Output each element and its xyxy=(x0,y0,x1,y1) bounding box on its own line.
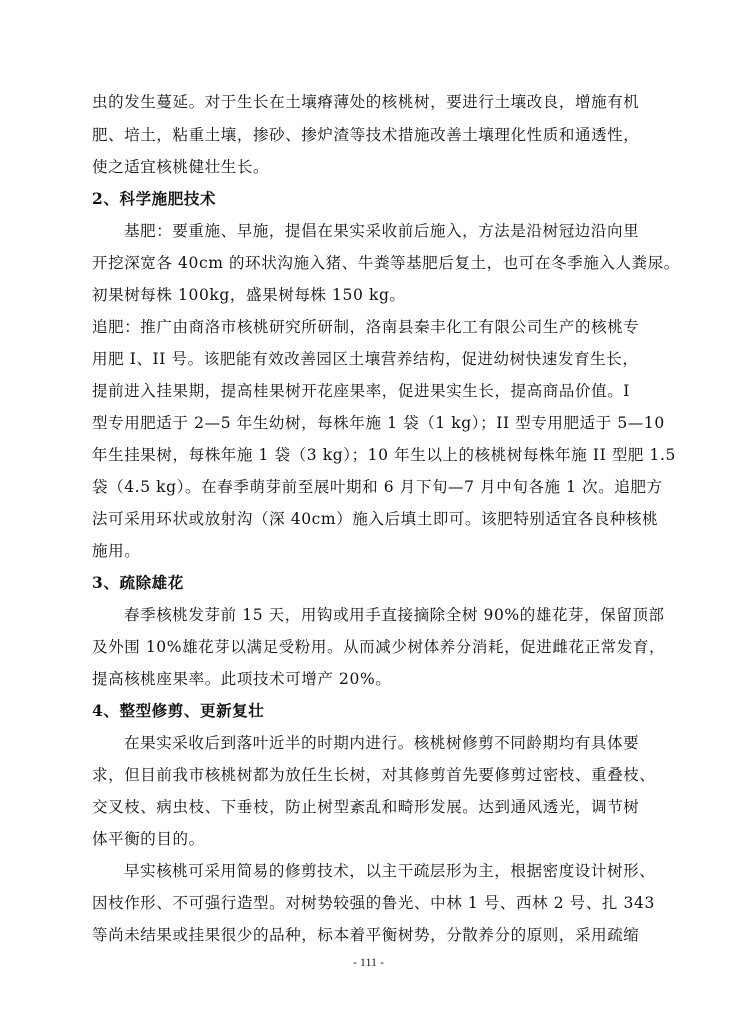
text-line: 等尚未结果或挂果很少的品种，标本着平衡树势，分散养分的原则，采用疏缩 xyxy=(92,926,640,944)
text-line: 求，但目前我市核桃树都为放任生长树，对其修剪首先要修剪过密枝、重叠枝、 xyxy=(92,766,656,784)
section-heading: 4、整型修剪、更新复壮 xyxy=(92,701,265,720)
text-line: 袋（4.5 kg）。在春季萌芽前至展叶期和 6 月下旬—7 月中旬各施 1 次。追肥方 xyxy=(92,478,663,496)
text-line: 基肥：要重施、早施，提倡在果实采收前后施入，方法是沿树冠边沿向里 xyxy=(124,222,640,240)
page-number: - 111 - xyxy=(352,955,385,969)
text-line: 初果树每株 100kg，盛果树每株 150 kg。 xyxy=(92,286,406,304)
text-line: 在果实采收后到落叶近半的时期内进行。核桃树修剪不同龄期均有具体要 xyxy=(124,734,640,752)
text-line: 因枝作形、不可强行造型。对树势较强的鲁光、中林 1 号、西林 2 号、扎 343 xyxy=(92,894,655,912)
text-line: 提前进入挂果期，提高桂果树开花座果率，促进果实生长，提高商品价值。I xyxy=(92,382,631,400)
text-line: 开挖深宽各 40cm 的环状沟施入猪、牛粪等基肥后复土，也可在冬季施入人粪尿。 xyxy=(92,254,680,272)
section-heading: 2、科学施肥技术 xyxy=(92,189,217,208)
text-line: 早实核桃可采用简易的修剪技术，以主干疏层形为主，根据密度设计树形、 xyxy=(124,862,656,880)
text-line: 施用。 xyxy=(92,542,141,560)
text-line: 年生挂果树，每株年施 1 袋（3 kg）；10 年生以上的核桃树每株年施 II 型肥 1.5 xyxy=(92,446,676,464)
text-line: 及外围 10%雄花芽以满足受粉用。从而减少树体养分消耗，促进雌花正常发育， xyxy=(92,638,666,656)
text-line: 用肥 I、II 号。该肥能有效改善园区土壤营养结构，促进幼树快速发育生长， xyxy=(92,350,639,368)
section-heading: 3、疏除雄花 xyxy=(92,573,184,592)
text-line: 肥、培土，粘重土壤，掺砂、掺炉渣等技术措施改善土壤理化性质和通透性， xyxy=(92,126,640,144)
text-line: 型专用肥适于 2—5 年生幼树，每株年施 1 袋（1 kg）；II 型专用肥适于 5—10 xyxy=(92,414,665,432)
text-line: 交叉枝、病虫枝、下垂枝，防止树型紊乱和畸形发展。达到通风透光，调节树 xyxy=(92,798,640,816)
text-line: 春季核桃发芽前 15 天，用钩或用手直接摘除全树 90%的雄花芽，保留顶部 xyxy=(124,606,665,624)
text-line: 体平衡的目的。 xyxy=(92,830,205,848)
text-line: 提高核桃座果率。此项技术可增产 20%。 xyxy=(92,670,392,688)
text-line: 追肥：推广由商洛市核桃研究所研制，洛南县秦丰化工有限公司生产的核桃专 xyxy=(92,318,640,336)
text-line: 虫的发生蔓延。对于生长在土壤瘠薄处的核桃树，要进行土壤改良，增施有机 xyxy=(92,93,640,111)
text-line: 法可采用环状或放射沟（深 40cm）施入后填土即可。该肥特别适宜各良种核桃 xyxy=(92,510,659,528)
text-line: 使之适宜核桃健壮生长。 xyxy=(92,158,270,176)
